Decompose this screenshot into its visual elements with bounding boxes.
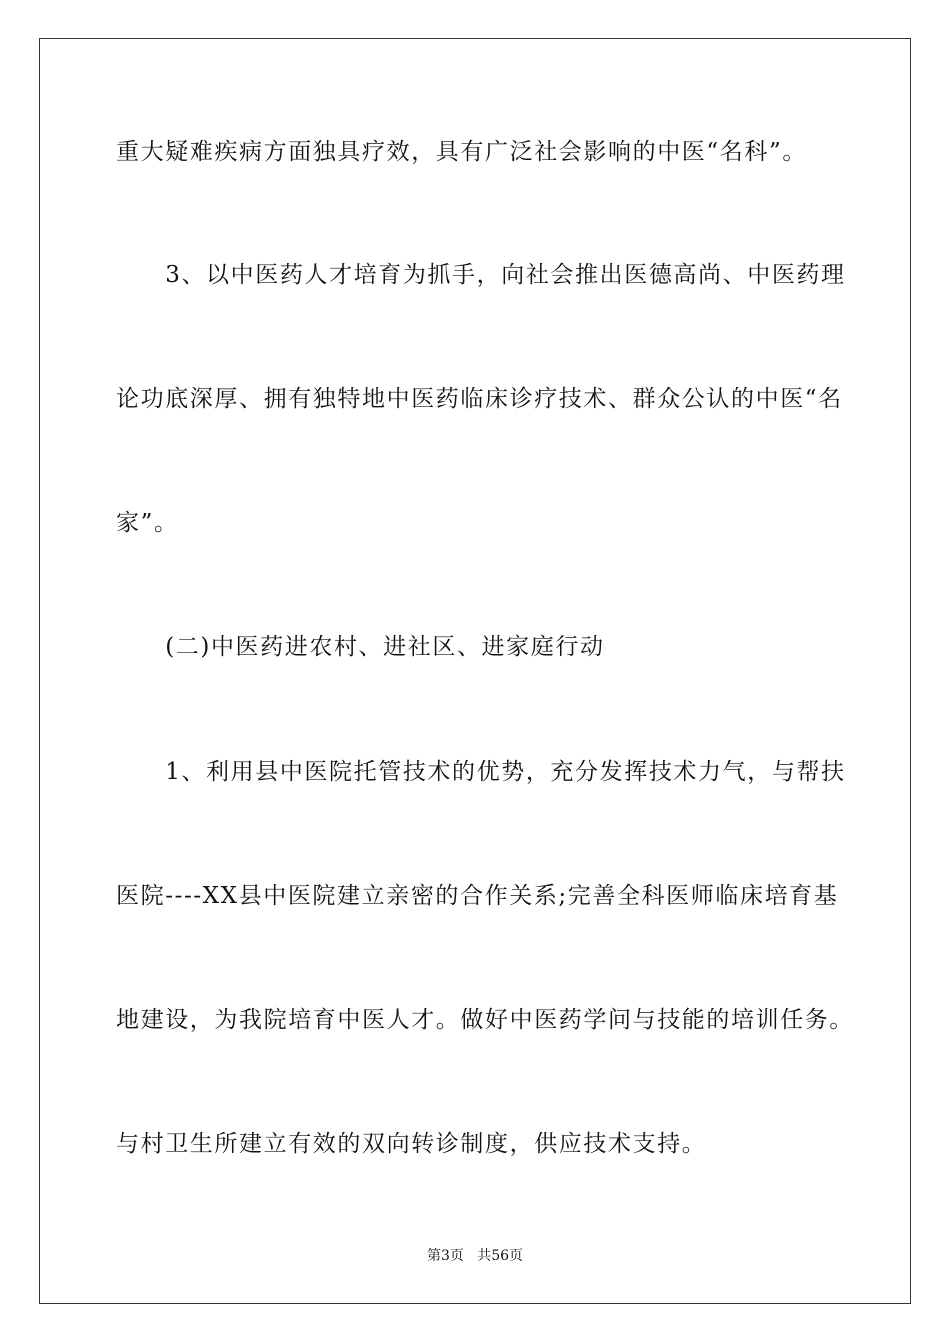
body-text-line: 重大疑难疾病方面独具疗效，具有广泛社会影响的中医“名科”。 [116, 139, 807, 165]
body-text-line: 医院----XX县中医院建立亲密的合作关系;完善全科医师临床培育基 [116, 883, 839, 909]
body-text-line: 与村卫生所建立有效的双向转诊制度，供应技术支持。 [116, 1131, 707, 1157]
body-text-line: 3、以中医药人才培育为抓手，向社会推出医德高尚、中医药理 [116, 262, 846, 288]
body-text-line: 论功底深厚、拥有独特地中医药临床诊疗技术、群众公认的中医“名 [116, 386, 843, 412]
body-text-line: 1、利用县中医院托管技术的优势，充分发挥技术力气，与帮扶 [116, 759, 846, 785]
section-heading: (二)中医药进农村、进社区、进家庭行动 [116, 634, 605, 660]
page-number: 第3页 共56页 [426, 1248, 524, 1264]
body-text-line: 家”。 [116, 510, 179, 536]
page-border [39, 38, 911, 1304]
body-text-line: 地建设，为我院培育中医人才。做好中医药学问与技能的培训任务。 [116, 1007, 854, 1033]
